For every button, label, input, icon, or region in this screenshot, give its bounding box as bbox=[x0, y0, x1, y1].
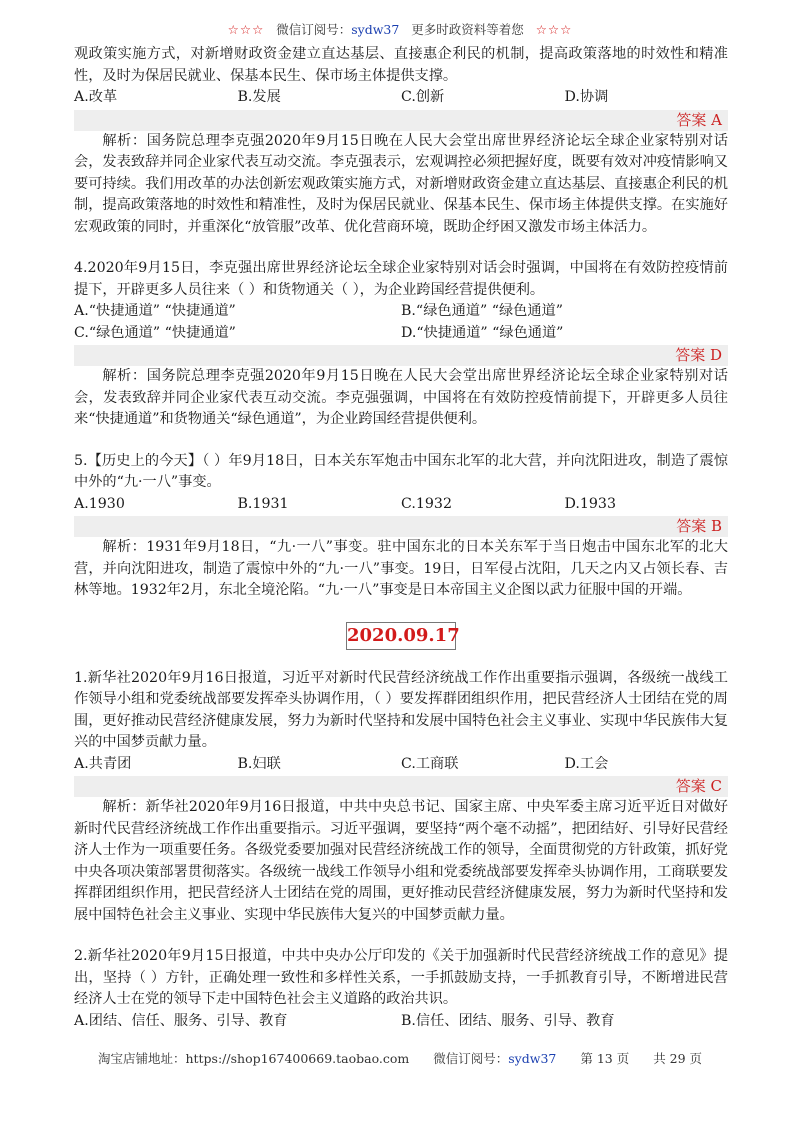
q4-options-row1 bbox=[74, 301, 728, 323]
q1b-option-b: B.妇联 bbox=[237, 755, 281, 772]
q1b-answer: 答案 C bbox=[74, 776, 728, 797]
q3-option-b: B.发展 bbox=[237, 89, 281, 105]
q4-option-a: A.“快捷通道” “快捷通道” bbox=[74, 303, 236, 319]
q4-option-b: B.“绿色通道” “绿色通道” bbox=[401, 303, 563, 319]
q5-option-b: B.1931 bbox=[237, 495, 289, 512]
q3-options bbox=[74, 87, 728, 109]
q4-answer: 答案 D bbox=[74, 345, 728, 366]
q3-analysis: 解析：国务院总理李克强2020年9月15日晚在人民大会堂出席世界经济论坛全球企业家特别对话会，发表致辞并同企业家代表互动交流。李克强表示，宏观调控必须把握好度，既要有效对冲疫情影响又要可持续。我们用改革的办法创新宏观政策实施方式，对新增财政资金建立直达基层、直接惠企利民的机制，提高政策落地的时效性和精准性，及时为保居民就业、保基本民生、保市场主体提供支撑。在实施好宏观政策的同时，并重深化“放管服”改革、优化营商环境，既助企纾困又激发市场主体活力。 bbox=[74, 132, 728, 235]
q1b-analysis: 解析：新华社2020年9月16日报道，中共中央总书记、国家主席、中央军委主席习近平近日对做好新时代民营经济统战工作作出重要指示。习近平强调，要坚持“两个毫不动摇”，把团结好、引导好民营经济人士作为一项重要任务。各级党委要加强对民营经济统战工作的领导，全面贯彻党的方针政策，抓好党中央各项决策部署贯彻落实。各级统一战线工作领导小组和党委统战部要发挥牵头协调作用，工商联要发挥群团组织作用，把民营经济人士团结在党的周围，更好推动民营经济健康发展，努力为新时代坚持和发展中国特色社会主义事业、实现中华民族伟大复兴的中国梦贡献力量。 bbox=[74, 799, 728, 923]
stars-right: ☆☆☆ bbox=[535, 22, 573, 37]
header-tagline: 更多时政资料等着您 bbox=[411, 22, 524, 37]
q5-option-d: D.1933 bbox=[564, 495, 616, 512]
footer-total: 共 29 页 bbox=[653, 1051, 703, 1066]
q3-option-c: C.创新 bbox=[401, 89, 445, 105]
q5-text: 5.【历史上的今天】（ ）年9月18日，日本关东军炮击中国东北军的北大营，并向沈阳进攻，制造了震惊中外的“九·一八”事变。 bbox=[74, 452, 728, 490]
q3-text: 观政策实施方式，对新增财政资金建立直达基层、直接惠企利民的机制，提高政策落地的时效性和精准性，及时为保居民就业、保基本民生、保市场主体提供支撑。 bbox=[74, 46, 728, 84]
date-heading: 2020.09.17 bbox=[346, 622, 456, 650]
header-label: 微信订阅号： bbox=[276, 22, 352, 37]
q2b-options bbox=[74, 1011, 728, 1033]
q2b-option-a: A.团结、信任、服务、引导、教育 bbox=[74, 1012, 288, 1029]
q5-option-c: C.1932 bbox=[401, 495, 452, 512]
q3-option-d: D.协调 bbox=[564, 89, 609, 105]
footer-wechat-label: 微信订阅号： bbox=[433, 1051, 509, 1066]
footer-wechat bbox=[433, 1051, 556, 1066]
q1b-option-d: D.工会 bbox=[564, 755, 609, 772]
q5-option-a: A.1930 bbox=[74, 495, 125, 512]
q1b-option-c: C.工商联 bbox=[401, 755, 459, 772]
q4-option-c: C.“绿色通道” “快捷通道” bbox=[74, 324, 236, 341]
footer-wechat-account: sydw37 bbox=[508, 1051, 557, 1066]
q4-options-row2 bbox=[74, 323, 728, 345]
q3-answer: 答案 A bbox=[74, 110, 728, 131]
stars-left: ☆☆☆ bbox=[227, 22, 265, 37]
footer-page: 第 13 页 bbox=[580, 1051, 630, 1066]
page-header bbox=[0, 20, 800, 38]
q1b-options bbox=[74, 754, 728, 776]
page-footer bbox=[0, 1049, 800, 1067]
q4-option-d: D.“快捷通道” “绿色通道” bbox=[401, 324, 564, 341]
q1b-text: 1.新华社2020年9月16日报道，习近平对新时代民营经济统战工作作出重要指示强调，各级统一战线工作领导小组和党委统战部要发挥牵头协调作用，（ ）要发挥群团组织作用，把民营经济人士团结在党的周围，更好推动民营经济健康发展，努力为新时代坚持和发展中国特色社会主义事业、实现中华民族伟大复兴的中国梦贡献力量。 bbox=[74, 669, 728, 750]
q2b-option-b: B.信任、团结、服务、引导、教育 bbox=[401, 1012, 615, 1029]
header-account: sydw37 bbox=[351, 22, 400, 37]
footer-shop: 淘宝店铺地址：https://shop167400669.taobao.com bbox=[97, 1051, 410, 1066]
q1b-option-a: A.共青团 bbox=[74, 755, 132, 772]
page-content bbox=[74, 44, 728, 1032]
q5-analysis: 解析：1931年9月18日，“九·一八”事变。驻中国东北的日本关东军于当日炮击中国东北军的北大营，并向沈阳进攻，制造了震惊中外的“九·一八”事变。19日，日军侵占沈阳，几天之内又占领长春、吉林等地。1932年2月，东北全境沦陷。“九·一八”事变是日本帝国主义企图以武力征服中国的开端。 bbox=[74, 539, 728, 598]
q4-text: 4.2020年9月15日，李克强出席世界经济论坛全球企业家特别对话会时强调，中国将在有效防控疫情前提下，开辟更多人员往来（ ）和货物通关（ ），为企业跨国经营提供便利。 bbox=[74, 260, 728, 298]
q2b-text: 2.新华社2020年9月15日报道，中共中央办公厅印发的《关于加强新时代民营经济统战工作的意见》提出，坚持（ ）方针，正确处理一致性和多样性关系，一手抓鼓励支持，一手抓教育引导，不断增进民营经济人士在党的领导下走中国特色社会主义道路的政治共识。 bbox=[74, 948, 728, 1007]
q4-analysis: 解析：国务院总理李克强2020年9月15日晚在人民大会堂出席世界经济论坛全球企业家特别对话会，发表致辞并同企业家代表互动交流。李克强强调，中国将在有效防控疫情前提下，开辟更多人员往来“快捷通道”和货物通关“绿色通道”，为企业跨国经营提供便利。 bbox=[74, 368, 728, 427]
q5-answer: 答案 B bbox=[74, 516, 728, 537]
q3-option-a: A.改革 bbox=[74, 89, 118, 105]
q5-options bbox=[74, 494, 728, 516]
